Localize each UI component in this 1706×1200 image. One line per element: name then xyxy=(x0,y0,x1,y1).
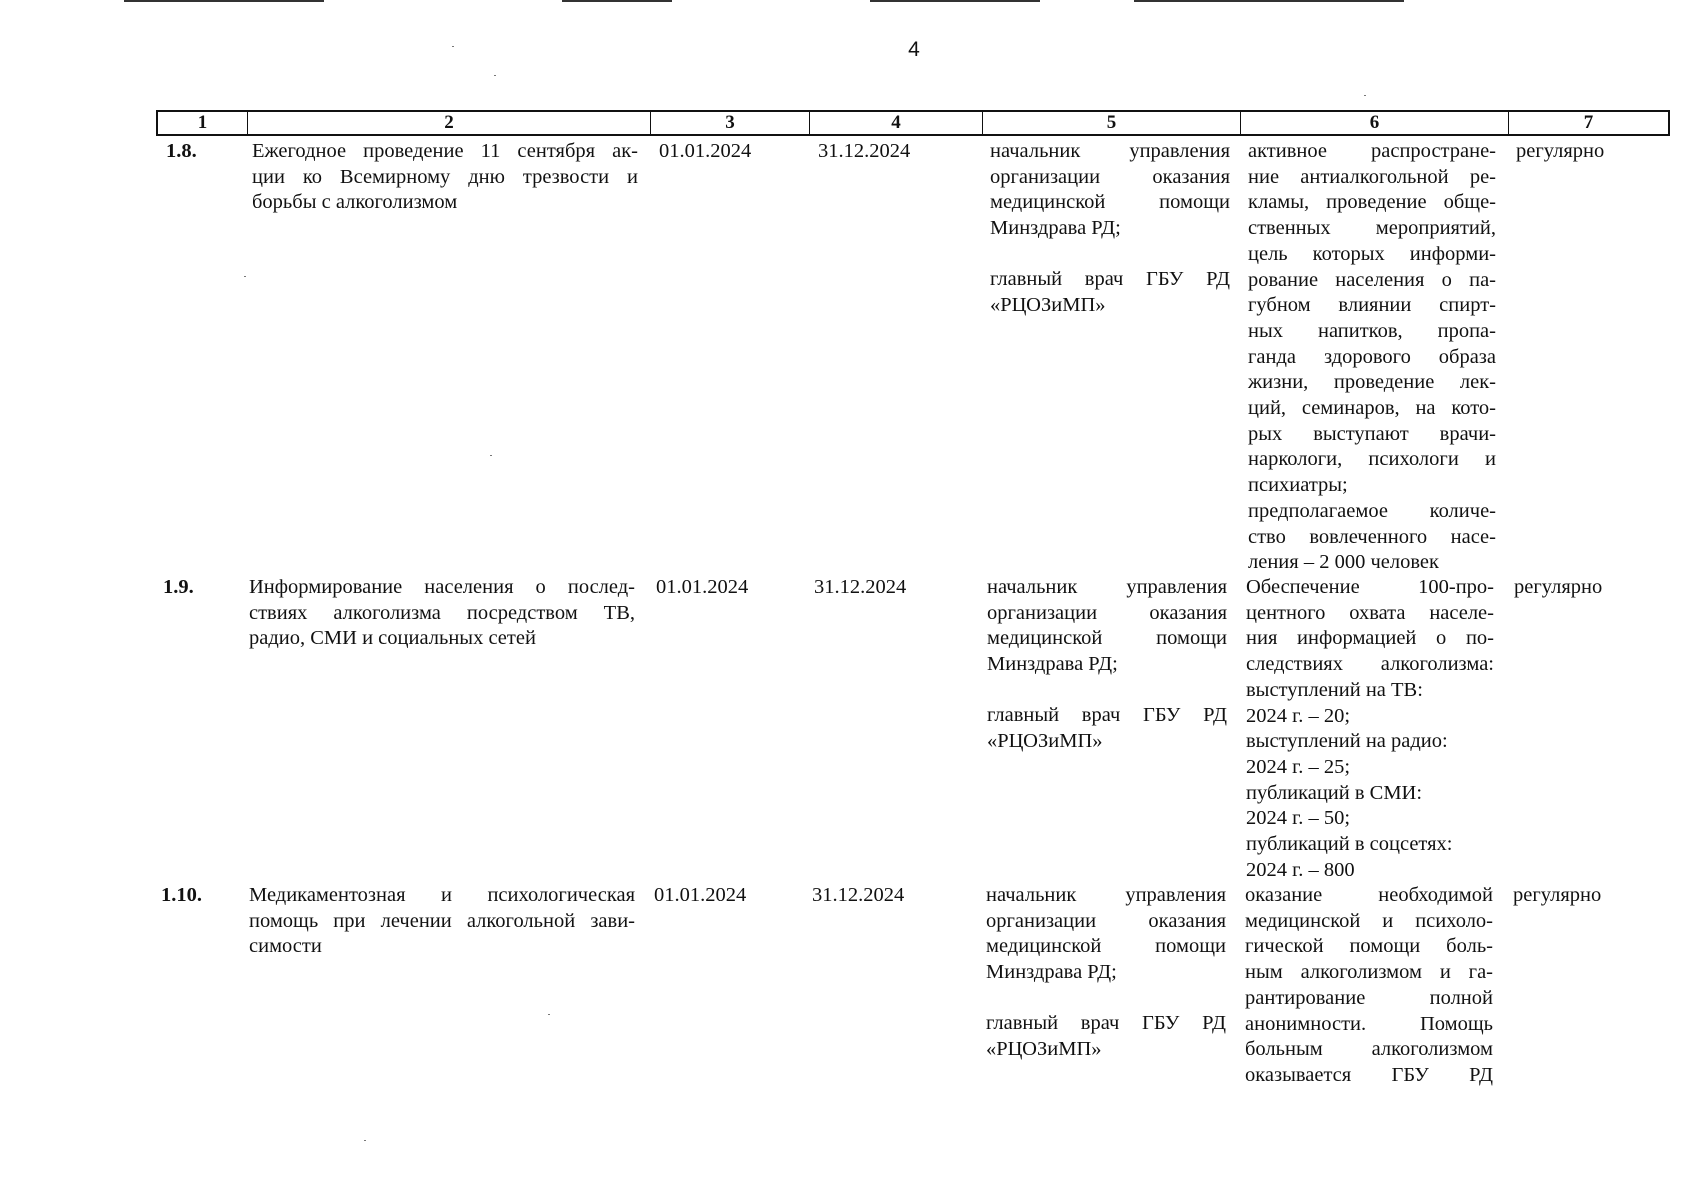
expected-result: Обеспечение 100-про- центного охвата населе- ния информацией о по- следствиях алкоголизма: выступлений на ТВ: 2024 г. – 20; выступлений на радио: 2024 г. – 25; публикаций в СМИ: 2024 г. – 50; публикаций в соцсетях: 2024 г. – 800 xyxy=(1246,576,1494,881)
table-header-row xyxy=(156,110,1670,136)
scan-speck xyxy=(364,1140,366,1141)
end-date: 31.12.2024 xyxy=(814,576,907,598)
scan-speck xyxy=(1364,95,1366,96)
event-description: Медикаментозная и психологическая помощь при лечении алкогольной зави- симости xyxy=(249,884,635,958)
periodicity: регулярно xyxy=(1516,140,1605,162)
periodicity: регулярно xyxy=(1514,576,1603,598)
row-number: 1.10. xyxy=(161,884,202,906)
header-col-3: 3 xyxy=(651,112,810,134)
responsible-persons: начальник управления организации оказания медицинской помощи Минздрава РД; главный врач ГБУ РД «РЦОЗиМП» xyxy=(987,576,1227,752)
scan-speck xyxy=(490,455,492,456)
header-col-4: 4 xyxy=(810,112,983,134)
header-col-5: 5 xyxy=(983,112,1241,134)
scan-edge-rule xyxy=(870,0,1040,2)
start-date: 01.01.2024 xyxy=(654,884,747,906)
scan-edge-rule xyxy=(1134,0,1404,2)
responsible-persons: начальник управления организации оказания медицинской помощи Минздрава РД; главный врач ГБУ РД «РЦОЗиМП» xyxy=(986,884,1226,1060)
event-description: Ежегодное проведение 11 сентября ак- ции ко Всемирному дню трезвости и борьбы с алкоголизмом xyxy=(252,140,638,214)
expected-result: оказание необходимой медицинской и психоло- гической помощи боль- ным алкоголизмом и га- рантирование полной анонимности. Помощь больным алкоголизмом оказывается ГБУ РД xyxy=(1245,884,1493,1086)
row-number: 1.8. xyxy=(166,140,197,162)
header-col-2: 2 xyxy=(248,112,651,134)
header-col-6: 6 xyxy=(1241,112,1509,134)
periodicity: регулярно xyxy=(1513,884,1602,906)
expected-result: активное распростране- ние антиалкогольной ре- кламы, проведение обще- ственных мероприятий, цель которых информи- рование населения о па- губном влиянии спирт- ных напитков, пропа- ганда здорового образа жизни, проведение лек- ций, семинаров, на кото- рых выступают врачи- наркологи, психологи и психиатры; предполагаемое количе- ство вовлеченного насе- ления – 2 000 человек xyxy=(1248,140,1496,574)
scan-edge-rule xyxy=(562,0,672,2)
scan-speck xyxy=(494,75,496,76)
start-date: 01.01.2024 xyxy=(659,140,752,162)
end-date: 31.12.2024 xyxy=(818,140,911,162)
page-number: 4 xyxy=(908,38,920,61)
end-date: 31.12.2024 xyxy=(812,884,905,906)
scan-edge-rule xyxy=(124,0,324,2)
row-number: 1.9. xyxy=(163,576,194,598)
responsible-persons: начальник управления организации оказания медицинской помощи Минздрава РД; главный врач ГБУ РД «РЦОЗиМП» xyxy=(990,140,1230,316)
header-col-7: 7 xyxy=(1583,112,1594,133)
event-description: Информирование населения о послед- ствиях алкоголизма посредством ТВ, радио, СМИ и социальных сетей xyxy=(249,576,635,650)
start-date: 01.01.2024 xyxy=(656,576,749,598)
scan-speck xyxy=(548,1014,550,1015)
header-col-1: 1 xyxy=(158,112,248,134)
scan-speck xyxy=(244,276,246,277)
